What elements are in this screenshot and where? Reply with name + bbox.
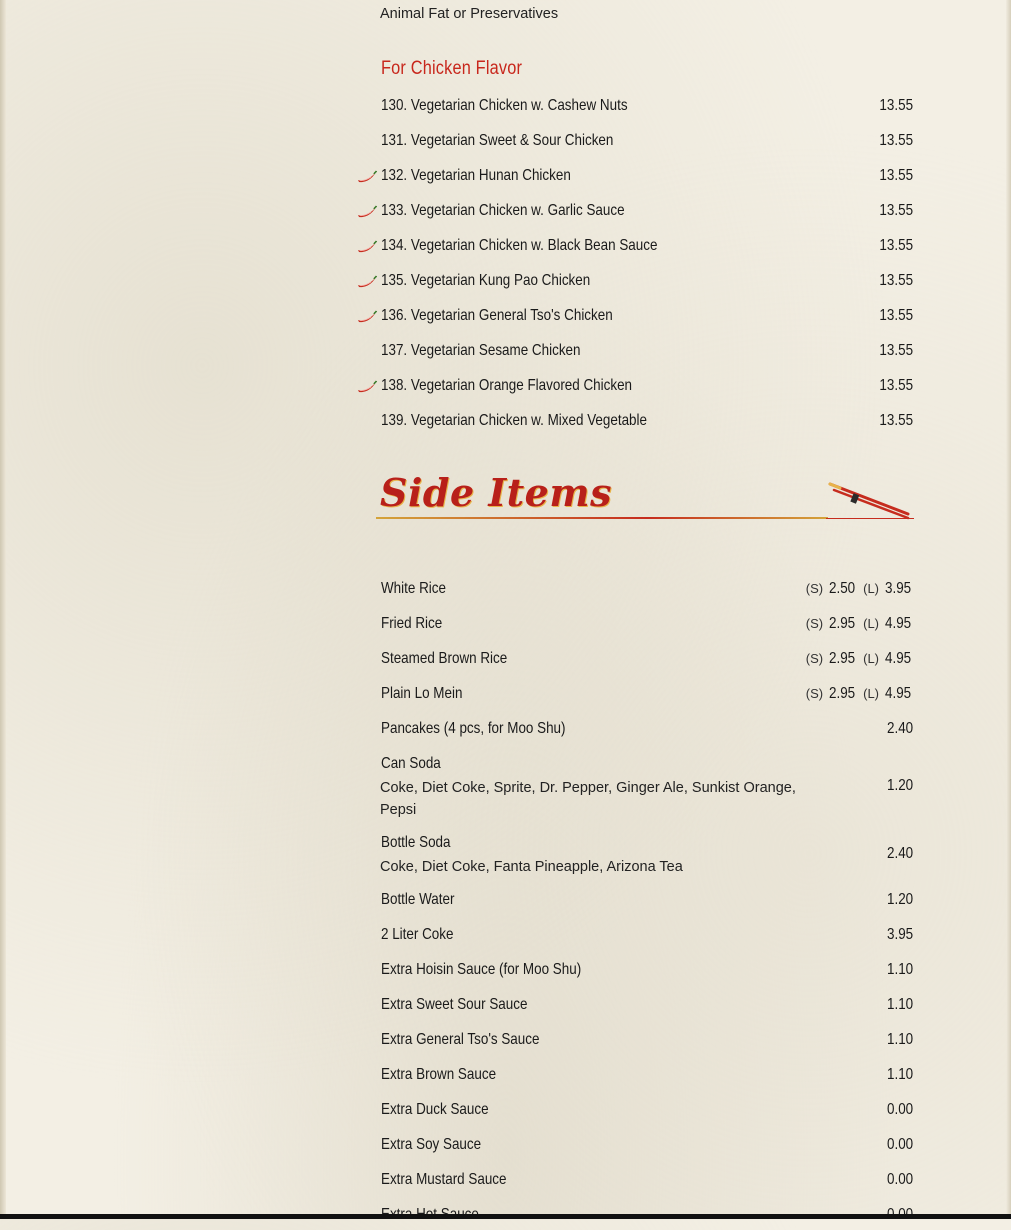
- side-item-row[interactable]: [381, 996, 913, 1020]
- large-size-price: 4.95: [885, 615, 912, 632]
- menu-item-row[interactable]: [381, 412, 913, 436]
- side-item-name: Extra General Tso's Sauce: [381, 1031, 540, 1048]
- side-item-row[interactable]: [381, 580, 913, 604]
- side-item-name: Bottle Soda: [381, 834, 451, 851]
- chili-pepper-icon: [357, 205, 377, 219]
- side-item-name: Extra Sweet Sour Sauce: [381, 996, 528, 1013]
- side-item-name: Extra Brown Sauce: [381, 1066, 497, 1083]
- side-item-name: Extra Duck Sauce: [381, 1101, 489, 1118]
- menu-item-name: 136. Vegetarian General Tso's Chicken: [381, 307, 613, 324]
- size-prices: [806, 615, 913, 633]
- large-size-label: (L): [863, 616, 879, 631]
- chili-pepper-icon: [357, 240, 377, 254]
- small-size-price: 2.95: [829, 685, 856, 702]
- chili-pepper-icon: [357, 380, 377, 394]
- large-size-label: (L): [863, 651, 879, 666]
- header-divider: [376, 517, 828, 519]
- menu-item-name: 131. Vegetarian Sweet & Sour Chicken: [381, 132, 614, 149]
- side-item-price: 1.10: [886, 961, 913, 978]
- large-size-label: (L): [863, 581, 879, 596]
- side-item-price: 1.10: [886, 1031, 913, 1048]
- chili-pepper-icon: [357, 310, 377, 324]
- side-item-row[interactable]: [381, 1066, 913, 1090]
- side-item-name: Extra Soy Sauce: [381, 1136, 482, 1153]
- side-item-row[interactable]: [381, 685, 913, 709]
- intro-note: Animal Fat or Preservatives: [380, 6, 559, 22]
- menu-item-row[interactable]: [381, 377, 913, 401]
- side-item-price: 0.00: [886, 1171, 913, 1188]
- menu-item-row[interactable]: [381, 97, 913, 121]
- side-item-price: 0.00: [886, 1136, 913, 1153]
- menu-item-price: 13.55: [879, 412, 913, 429]
- small-size-label: (S): [805, 686, 824, 701]
- side-item-row[interactable]: [381, 961, 913, 985]
- side-item-price: 1.10: [886, 996, 913, 1013]
- side-item-price: 3.95: [886, 926, 913, 943]
- side-item-row[interactable]: [381, 891, 913, 915]
- menu-item-price: 13.55: [879, 237, 913, 254]
- menu-item-name: 138. Vegetarian Orange Flavored Chicken: [381, 377, 633, 394]
- menu-item-name: 133. Vegetarian Chicken w. Garlic Sauce: [381, 202, 625, 219]
- small-size-price: 2.50: [829, 580, 856, 597]
- side-item-name: Fried Rice: [381, 615, 443, 632]
- small-size-label: (S): [805, 616, 824, 631]
- side-item-row[interactable]: [381, 615, 913, 639]
- side-item-row[interactable]: [381, 1136, 913, 1160]
- menu-item-price: 13.55: [879, 307, 913, 324]
- chopsticks-icon: [828, 480, 910, 520]
- side-item-price: 1.20: [886, 891, 913, 908]
- side-item-name: Steamed Brown Rice: [381, 650, 508, 667]
- menu-item-price: 13.55: [879, 202, 913, 219]
- menu-item-price: 13.55: [879, 167, 913, 184]
- menu-item-row[interactable]: [381, 202, 913, 226]
- menu-item-name: 139. Vegetarian Chicken w. Mixed Vegetable: [381, 412, 647, 429]
- side-item-description: Coke, Diet Coke, Sprite, Dr. Pepper, Ginger Ale, Sunkist Orange, Pepsi: [380, 780, 796, 818]
- size-prices: [806, 580, 913, 598]
- side-item-name: 2 Liter Coke: [381, 926, 454, 943]
- side-item-name: Can Soda: [381, 755, 441, 772]
- menu-item-name: 137. Vegetarian Sesame Chicken: [381, 342, 581, 359]
- large-size-price: 4.95: [885, 685, 912, 702]
- side-item-name: Pancakes (4 pcs, for Moo Shu): [381, 720, 566, 737]
- side-item-price: 2.40: [886, 720, 913, 737]
- side-item-name: Bottle Water: [381, 891, 455, 908]
- menu-item-name: 135. Vegetarian Kung Pao Chicken: [381, 272, 591, 289]
- menu-item-name: 134. Vegetarian Chicken w. Black Bean Sauce: [381, 237, 658, 254]
- page-border-right: [1006, 0, 1011, 1219]
- menu-item-price: 13.55: [879, 272, 913, 289]
- side-item-price: 1.20: [886, 777, 913, 794]
- large-size-price: 3.95: [885, 580, 912, 597]
- side-item-name: Extra Hoisin Sauce (for Moo Shu): [381, 961, 582, 978]
- menu-item-row[interactable]: [381, 237, 913, 261]
- side-item-price: 1.10: [886, 1066, 913, 1083]
- side-item-row[interactable]: [381, 1171, 913, 1195]
- small-size-price: 2.95: [829, 650, 856, 667]
- chili-pepper-icon: [357, 170, 377, 184]
- size-prices: [806, 650, 913, 668]
- chili-pepper-icon: [357, 275, 377, 289]
- large-size-label: (L): [863, 686, 879, 701]
- side-item-name: White Rice: [381, 580, 446, 597]
- page-border-left: [0, 0, 6, 1219]
- side-items-title: Side Items: [380, 470, 612, 515]
- menu-item-row[interactable]: [381, 132, 913, 156]
- side-item-row[interactable]: [381, 926, 913, 950]
- side-item-row[interactable]: [381, 1031, 913, 1055]
- menu-item-name: 130. Vegetarian Chicken w. Cashew Nuts: [381, 97, 628, 114]
- side-item-name: Extra Mustard Sauce: [381, 1171, 507, 1188]
- side-item-row[interactable]: [380, 755, 913, 818]
- menu-item-row[interactable]: [381, 307, 913, 331]
- side-item-row[interactable]: [380, 834, 913, 875]
- side-item-description: Coke, Diet Coke, Fanta Pineapple, Arizona Tea: [380, 859, 683, 875]
- menu-item-name: 132. Vegetarian Hunan Chicken: [381, 167, 571, 184]
- menu-item-row[interactable]: [381, 272, 913, 296]
- menu-item-price: 13.55: [879, 342, 913, 359]
- menu-item-price: 13.55: [879, 132, 913, 149]
- small-size-price: 2.95: [829, 615, 856, 632]
- side-item-row[interactable]: [381, 1101, 913, 1125]
- menu-item-price: 13.55: [879, 97, 913, 114]
- side-items-header: [376, 466, 914, 522]
- side-item-name: Plain Lo Mein: [381, 685, 463, 702]
- small-size-label: (S): [805, 581, 824, 596]
- side-item-price: 0.00: [886, 1101, 913, 1118]
- side-item-row[interactable]: [381, 720, 913, 744]
- size-prices: [806, 685, 913, 703]
- side-item-row[interactable]: [381, 650, 913, 674]
- menu-item-row[interactable]: [381, 167, 913, 191]
- small-size-label: (S): [805, 651, 824, 666]
- side-item-price: 2.40: [886, 845, 913, 862]
- large-size-price: 4.95: [885, 650, 912, 667]
- menu-item-price: 13.55: [879, 377, 913, 394]
- section-title-chicken: For Chicken Flavor: [381, 58, 523, 79]
- menu-item-row[interactable]: [381, 342, 913, 366]
- page-border-bottom: [0, 1214, 1011, 1219]
